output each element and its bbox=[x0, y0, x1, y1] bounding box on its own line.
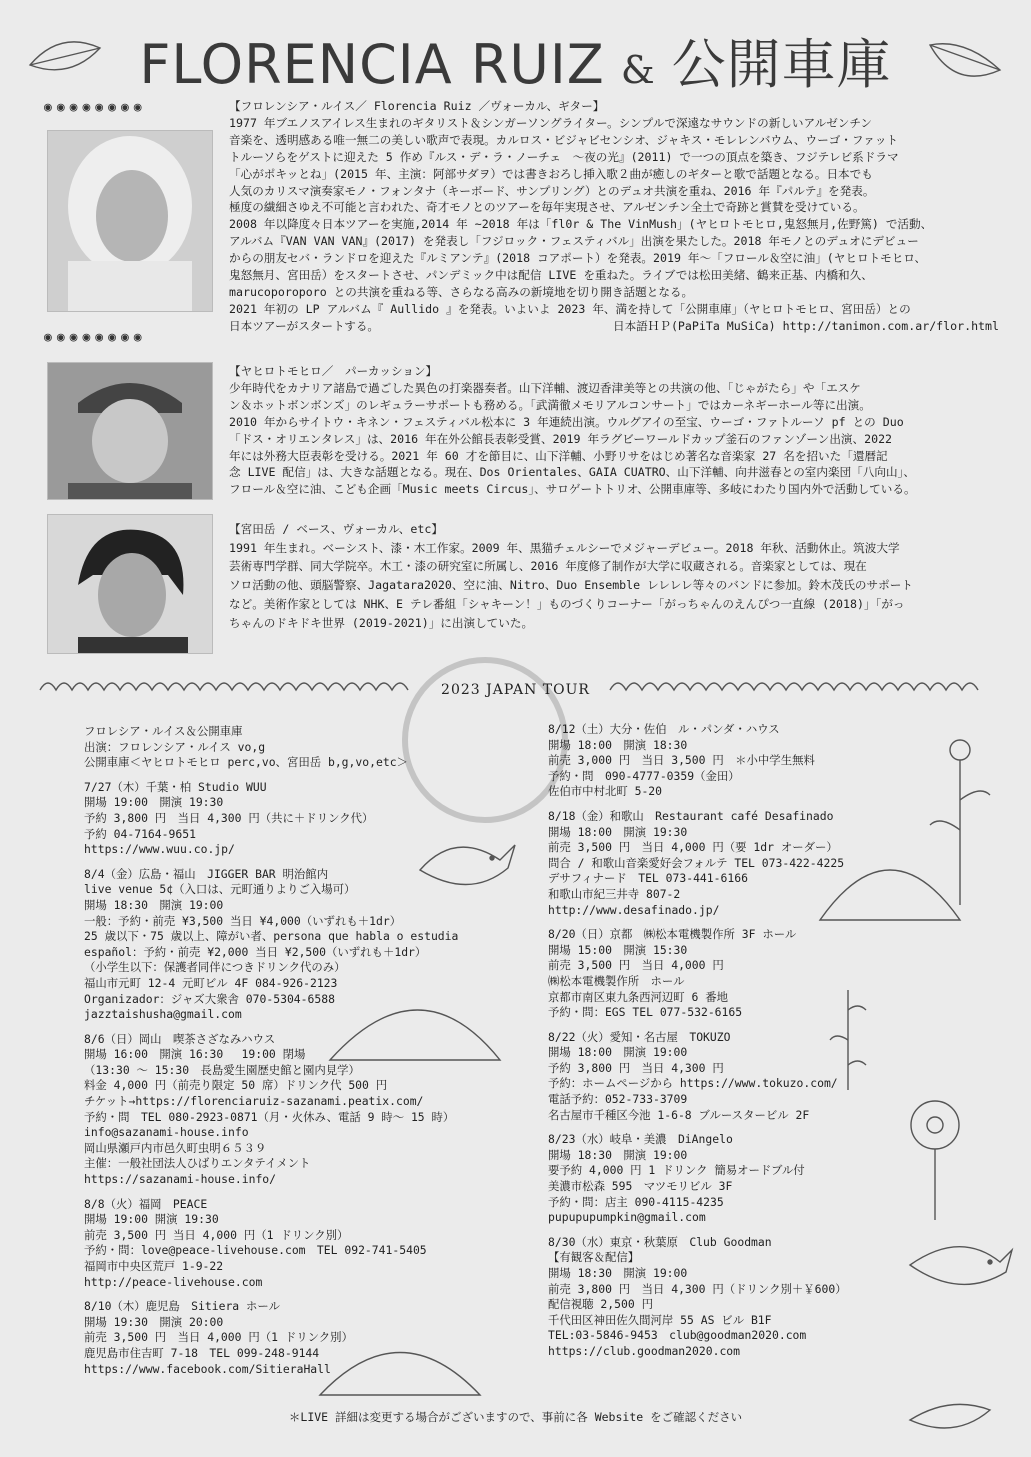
tour-detail-line: 予約 04-7164-9651 bbox=[84, 826, 196, 841]
tour-detail-line: 開場 18:00 開演 19:00 bbox=[548, 1045, 688, 1060]
title-group: 公開車庫 bbox=[671, 33, 892, 96]
tour-date-block bbox=[84, 724, 458, 771]
tour-detail-line: 佐伯市中村北町 5-20 bbox=[548, 784, 663, 799]
tour-detail-line: 開場 18:00 開演 18:30 bbox=[548, 737, 688, 752]
tour-detail-line: フロレシア・ルイス＆公開車庫 bbox=[84, 724, 243, 738]
bio-line: ン＆ホットボンボンズ」のレギュラーサポートも務める。「武満徹メモリアルコンサート」ではカーネギーホール等に出演。 bbox=[229, 397, 871, 412]
title-ampersand: & bbox=[620, 48, 656, 92]
tour-detail-line: 料金 4,000 円（前売り限定 50 席）ドリンク代 500 円 bbox=[84, 1078, 388, 1093]
bio-line: 年には外務大臣表彰を受ける。2021 年 60 才を節目に、山下洋輔、小野リサをはじめ著名な音楽家 27 名を招いた「還暦記 bbox=[229, 448, 888, 463]
tour-link[interactable]: チケット→https://florenciaruiz-sazanami.peatix.com/ bbox=[84, 1094, 424, 1109]
tour-link[interactable]: TEL:03-5846-9453 club@goodman2020.com bbox=[548, 1328, 807, 1343]
plant-drawing bbox=[930, 740, 990, 905]
tour-date-block bbox=[84, 1032, 458, 1188]
tour-detail-line: 予約・問：EGS TEL 077-532-6165 bbox=[548, 1005, 743, 1020]
bio-line-text: 日本ツアーがスタートする。 bbox=[229, 318, 380, 333]
bio-line: アルバム『VAN VAN VAN』(2017) を発表し「フジロック・フェスティバル」出演を果たした。2018 年モノとのデュオにデビュー bbox=[229, 234, 919, 249]
tour-date-block bbox=[84, 1299, 458, 1377]
tour-link[interactable]: https://sazanami-house.info/ bbox=[84, 1172, 277, 1187]
tour-date-heading: 8/10（木）鹿児島 Sitiera ホール bbox=[84, 1299, 280, 1314]
bio-line: 1977 年ブエノスアイレス生まれのギタリスト＆シンガーソングライター。シンプルで深遠なサウンドの新しいアルゼンチン bbox=[229, 115, 872, 130]
tour-detail-line: Organizador：ジャズ大衆舎 070-5304-6588 bbox=[84, 991, 335, 1006]
bio-florencia bbox=[229, 98, 999, 335]
tour-detail-line: 鹿児島市住吉町 7-18 TEL 099-248-9144 bbox=[84, 1345, 320, 1360]
tour-date-heading: 7/27（木）千葉・柏 Studio WUU bbox=[84, 779, 267, 794]
tour-detail-line: 一般：予約・前売 ¥3,500 当日 ¥4,000（いずれも＋1dr） bbox=[84, 913, 402, 928]
bio-line: 念 LIVE 配信」は、大きな話題となる。現在、Dos Orientales、GAIA CUATRO、山下洋輔、向井滋春との室内楽団「八向山」、 bbox=[229, 465, 915, 480]
tour-detail-line: 福岡市中央区荒戸 1-9-22 bbox=[84, 1259, 224, 1273]
block-spacer bbox=[548, 1123, 847, 1132]
tour-link[interactable]: 予約：ホームページから https://www.tokuzo.com/ bbox=[548, 1076, 838, 1091]
tour-detail-line: 開場 15:00 開演 15:30 bbox=[548, 942, 688, 957]
bio-line: 鬼怒無月、宮田岳）をスタートさせ、パンデミック中は配信 LIVE を重ねた。ライブでは松田美緒、鶴来正基、内橋和久、 bbox=[229, 268, 873, 283]
tour-detail-line: 美濃市松森 595 マツモリビル 3F bbox=[548, 1179, 733, 1194]
bio-line: ソロ活動の他、頭脳警察、Jagatara2020、空に油、Nitro、Duo Ensemble レレレレ等々のバンドに参加。鈴木茂氏のサポート bbox=[229, 578, 913, 593]
tour-date-heading: 8/4（金）広島・福山 JIGGER BAR 明治館内 bbox=[84, 866, 329, 881]
bio-miyata bbox=[229, 520, 999, 632]
tour-detail-line: 前売 3,800 円 当日 4,300 円（ドリンク別＋￥600） bbox=[548, 1281, 847, 1296]
tour-detail-line: （小学生以下：保護者同伴につきドリンク代のみ） bbox=[84, 960, 346, 975]
florencia-website-link[interactable]: 日本語ＨＰ(PaPiTa MuSiCa) http://tanimon.com.ar/flor.html bbox=[612, 318, 999, 333]
tour-link[interactable]: info@sazanami-house.info bbox=[84, 1125, 249, 1140]
tour-detail-line: live venue 5¢（入口は、元町通りよりご入場可） bbox=[84, 882, 356, 897]
tour-detail-line: 開場 18:00 開演 19:30 bbox=[548, 824, 688, 839]
tour-link[interactable]: https://www.wuu.co.jp/ bbox=[84, 842, 235, 857]
tour-detail-line: 予約・問 TEL 080-2923-0871（月・火休み、電話 9 時～ 15 時） bbox=[84, 1109, 455, 1124]
block-spacer bbox=[548, 918, 847, 927]
tour-date-block bbox=[548, 809, 847, 918]
tour-link[interactable]: https://www.facebook.com/SitieraHall bbox=[84, 1361, 331, 1376]
tour-detail-line: 開場 18:30 開演 19:00 bbox=[548, 1266, 688, 1280]
yahiro-tomohiro-photo bbox=[47, 362, 213, 500]
bio-line: 「心がポキッとね」(2015 年、主演：阿部サダヲ）では書きおろし挿入歌２曲が癒しのギターと歌で話題となる。日本でも bbox=[229, 166, 873, 181]
tour-link[interactable]: 予約・問：love@peace-livehouse.com TEL 092-741-5405 bbox=[84, 1243, 427, 1258]
tour-detail-line: 25 歳以下・75 歳以上、障がい者、persona que habla o estudia bbox=[84, 929, 459, 944]
tour-detail-line: 前売 3,000 円 当日 3,500 円 ＊小中学生無料 bbox=[548, 753, 815, 768]
miyata-gaku-photo bbox=[47, 514, 213, 654]
tour-detail-line: 開場 19:00 開演 19:30 bbox=[84, 1212, 219, 1227]
bio-line: トルーソらをゲストに迎えた 5 作め『ルス・デ・ラ・ノーチェ ～夜の光』(2011) で一つの頂点を築き、フジテレビ系ドラマ bbox=[229, 149, 899, 164]
block-spacer bbox=[84, 1023, 458, 1032]
tour-detail-line: 予約・問：店主 090-4115-4235 bbox=[548, 1194, 724, 1209]
tour-detail-line: 主催：一般社団法人ひばりエンタテイメント bbox=[84, 1156, 311, 1171]
tour-detail-line: 岡山県瀬戸内市邑久町虫明６５３９ bbox=[84, 1140, 267, 1155]
tour-title: 2023 JAPAN TOUR bbox=[441, 682, 590, 698]
bio-line: 「ドス・オリエンタレス」は、2016 年在外公館長表彰受賞、2019 年ラグビーワールドカップ釜石のファンゾーン出演、2022 bbox=[229, 431, 893, 446]
tour-detail-line: 前売 3,500 円 当日 4,000 円（1 ドリンク別） bbox=[84, 1227, 349, 1242]
tour-detail-line: 名古屋市千種区今池 1-6-8 ブルースタービル 2F bbox=[548, 1107, 810, 1122]
tour-date-heading: 8/8（火）福岡 PEACE bbox=[84, 1196, 208, 1211]
bio-line: 極度の繊細さゆえ不可能と言われた、奇才モノとのツアーを毎年実現させ、アルゼンチン全土で奇跡と賞賛を受けている。 bbox=[229, 200, 865, 215]
tour-detail-line: 福山市元町 12-4 元町ビル 4F 084-926-2123 bbox=[84, 975, 338, 990]
block-spacer bbox=[548, 1021, 847, 1030]
block-spacer bbox=[548, 800, 847, 809]
tour-detail-line: 千代田区神田佐久間河岸 55 AS ビル B1F bbox=[548, 1312, 772, 1327]
tour-detail-line: 配信視聴 2,500 円 bbox=[548, 1297, 653, 1312]
tour-left-column bbox=[84, 724, 458, 1377]
bio-line bbox=[229, 318, 999, 335]
tour-detail-line: 開場 18:30 開演 19:00 bbox=[548, 1147, 688, 1162]
tour-detail-line: 要予約 4,000 円 1 ドリンク 簡易オードブル付 bbox=[548, 1163, 805, 1178]
tour-link[interactable]: pupupupumpkin@gmail.com bbox=[548, 1210, 706, 1225]
tour-date-heading: 8/30（水）東京・秋葉原 Club Goodman bbox=[548, 1234, 772, 1249]
tour-detail-line: 予約 3,800 円 当日 4,300 円（共に＋ドリンク代） bbox=[84, 810, 374, 825]
tour-detail-line: 【有観客＆配信】 bbox=[548, 1250, 640, 1265]
tour-detail-line: 8/12（土）大分・佐伯 ル・パンダ・ハウス bbox=[548, 722, 780, 736]
tour-detail-line: 和歌山市紀三井寺 807-2 bbox=[548, 886, 681, 901]
tour-date-heading: 8/22（火）愛知・名古屋 TOKUZO bbox=[548, 1029, 731, 1044]
title-main: FLORENCIA RUIZ bbox=[139, 33, 605, 96]
tour-detail-line: 開場 19:00 開演 19:30 bbox=[84, 795, 224, 810]
tour-detail-line: （13:30 ～ 15:30 長島愛生園歴史館と園内見学） bbox=[84, 1062, 360, 1077]
bio-line: 2010 年からサイトウ・キネン・フェスティバル松本に 3 年連続出演。ウルグアイの至宝、ウーゴ・ファトルーソ pf との Duo bbox=[229, 414, 904, 429]
bio-line: ちゃんのドキドキ世界 (2019-2021)」に出演していた。 bbox=[229, 615, 534, 630]
page-title bbox=[0, 22, 1031, 99]
tour-date-heading: 8/20（日）京都 ㈱松本電機製作所 3F ホール bbox=[548, 927, 797, 942]
bio-line: 2021 年初の LP アルバム『 Aullido 』を発表。いよいよ 2023 年、満を持して「公開車庫」（ヤヒロトモヒロ、宮田岳）との bbox=[229, 301, 911, 316]
block-spacer bbox=[548, 1226, 847, 1235]
tour-detail-line: 開場 19:30 開演 20:00 bbox=[84, 1314, 224, 1329]
bio-line: 【フロレンシア・ルイス／ Florencia Ruiz ／ヴォーカル、ギター】 bbox=[229, 99, 605, 113]
bio-line: 【宮田岳 / ベース、ヴォーカル、etc】 bbox=[229, 522, 443, 536]
tour-link[interactable]: http://peace-livehouse.com bbox=[84, 1274, 263, 1289]
tour-right-column bbox=[548, 722, 847, 1360]
tour-detail-line: 京都市南区東九条西河辺町 6 番地 bbox=[548, 989, 729, 1004]
bio-line: marucoporoporo との共演を重ねる等、さらなる高みの新境地を切り開き話題となる。 bbox=[229, 284, 694, 299]
tour-link[interactable]: jazztaishusha@gmail.com bbox=[84, 1007, 242, 1022]
tour-date-block bbox=[548, 927, 847, 1021]
tour-link[interactable]: http://www.desafinado.jp/ bbox=[548, 902, 720, 917]
bio-line: 音楽を、透明感ある唯一無二の美しい歌声で表現。カルロス・ビジャビセンシオ、ジャキス・モレレンバウム、ウーゴ・ファット bbox=[229, 132, 899, 147]
block-spacer bbox=[84, 1290, 458, 1299]
tour-detail-line: español：予約・前売 ¥2,000 当日 ¥2,500（いずれも＋1dr） bbox=[84, 944, 427, 959]
tour-date-block bbox=[84, 867, 458, 1023]
tour-detail-line: デサフィナード TEL 073-441-6166 bbox=[548, 871, 748, 886]
tour-detail-line: 予約・問 090-4777-0359（金田） bbox=[548, 768, 740, 783]
bio-line: 1991 年生まれ。ベーシスト、漆・木工作家。2009 年、黒猫チェルシーでメジャーデビュー。2018 年秋、活動休止。筑波大学 bbox=[229, 540, 900, 555]
bio-line: からの朋友セバ・ランドロを迎えた『ルミアンテ』(2018 コアポート）を発表。2019 年～「フロール＆空に油」(ヤヒロトモヒロ、 bbox=[229, 251, 927, 266]
block-spacer bbox=[84, 1188, 458, 1197]
bird-icon bbox=[910, 1247, 1012, 1285]
bio-line: 【ヤヒロトモヒロ／ パーカッション】 bbox=[229, 364, 438, 378]
tour-link[interactable]: https://club.goodman2020.com bbox=[548, 1343, 741, 1358]
dot-row-decoration: ◉◉◉◉◉◉◉◉ bbox=[44, 100, 147, 115]
bio-line: 人気のカリスマ演奏家モノ・フォンタナ（キーボード、サンプリング）とのデュオ共演を重ね、2016 年『パルテ』を発表。 bbox=[229, 183, 875, 198]
bio-line: 芸術専門学群、同大学院卒。木工・漆の研究室に所属し、2016 年度修了制作が大学に収蔵される。音楽家としては、現在 bbox=[229, 559, 867, 574]
footer-note: ＊LIVE 詳細は変更する場合がございますので、事前に各 Website をご確認ください bbox=[288, 1410, 743, 1424]
tour-date-block bbox=[548, 1030, 847, 1124]
flower-drawing bbox=[911, 1101, 959, 1220]
tour-detail-line: 前売 3,500 円 当日 4,000 円 bbox=[548, 958, 724, 973]
tour-date-heading: 8/18（金）和歌山 Restaurant café Desafinado bbox=[548, 808, 834, 823]
block-spacer bbox=[84, 771, 458, 780]
tour-date-heading: 8/23（水）岐阜・美濃 DiAngelo bbox=[548, 1132, 733, 1147]
bio-yahiro bbox=[229, 363, 999, 498]
tour-date-block bbox=[548, 722, 847, 800]
florencia-ruiz-photo bbox=[47, 130, 213, 312]
tour-detail-line: 開場 18:30 開演 19:00 bbox=[84, 897, 224, 912]
tour-detail-line: 開場 16:00 開演 16:30 19:00 閉場 bbox=[84, 1047, 306, 1062]
tour-detail-line: 前売 3,500 円 当日 4,000 円（要 1dr オーダー） bbox=[548, 840, 838, 855]
tour-date-block bbox=[84, 780, 458, 858]
tour-detail-line: 公開車庫＜ヤヒロトモヒロ perc,vo、宮田岳 b,g,vo,etc＞ bbox=[84, 755, 408, 770]
tour-date-heading: 8/6（日）岡山 喫茶さざなみハウス bbox=[84, 1031, 276, 1046]
block-spacer bbox=[84, 858, 458, 867]
bio-line: 少年時代をカナリア諸島で過ごした異色の打楽器奏者。山下洋輔、渡辺香津美等との共演の他、「じゃがたら」や「エスケ bbox=[229, 380, 861, 395]
tour-detail-line: ㈱松本電機製作所 ホール bbox=[548, 973, 685, 988]
tour-detail-line: 前売 3,500 円 当日 4,000 円（1 ドリンク別） bbox=[84, 1330, 353, 1345]
dot-row-decoration: ◉◉◉◉◉◉◉◉ bbox=[44, 330, 147, 345]
bio-line: フロール＆空に油、こども企画「Music meets Circus」、サロゲートトリオ、公開車庫等、多岐にわたり国内外で活動している。 bbox=[229, 482, 916, 497]
tour-detail-line: 電話予約：052-733-3709 bbox=[548, 1092, 688, 1107]
tour-date-block bbox=[548, 1235, 847, 1360]
tour-detail-line: 問合 / 和歌山音楽愛好会フォルテ TEL 073-422-4225 bbox=[548, 855, 845, 870]
tour-detail-line: 予約 3,800 円 当日 4,300 円 bbox=[548, 1060, 724, 1075]
tour-date-block bbox=[548, 1132, 847, 1226]
tour-date-block bbox=[84, 1197, 458, 1291]
tour-detail-line: 出演：フロレンシア・ルイス vo,g bbox=[84, 739, 266, 754]
bio-line: 2008 年以降度々日本ツアーを実施,2014 年 ~2018 年は「fl0r & The VinMush」(ヤヒロトモヒロ,鬼怒無月,佐野篤) で活動、 bbox=[229, 217, 933, 232]
bio-line: など。美術作家としては NHK、E テレ番組「シャキーン！」ものづくりコーナー「がっちゃんのえんぴつ一直線 (2018)」「がっ bbox=[229, 596, 905, 611]
